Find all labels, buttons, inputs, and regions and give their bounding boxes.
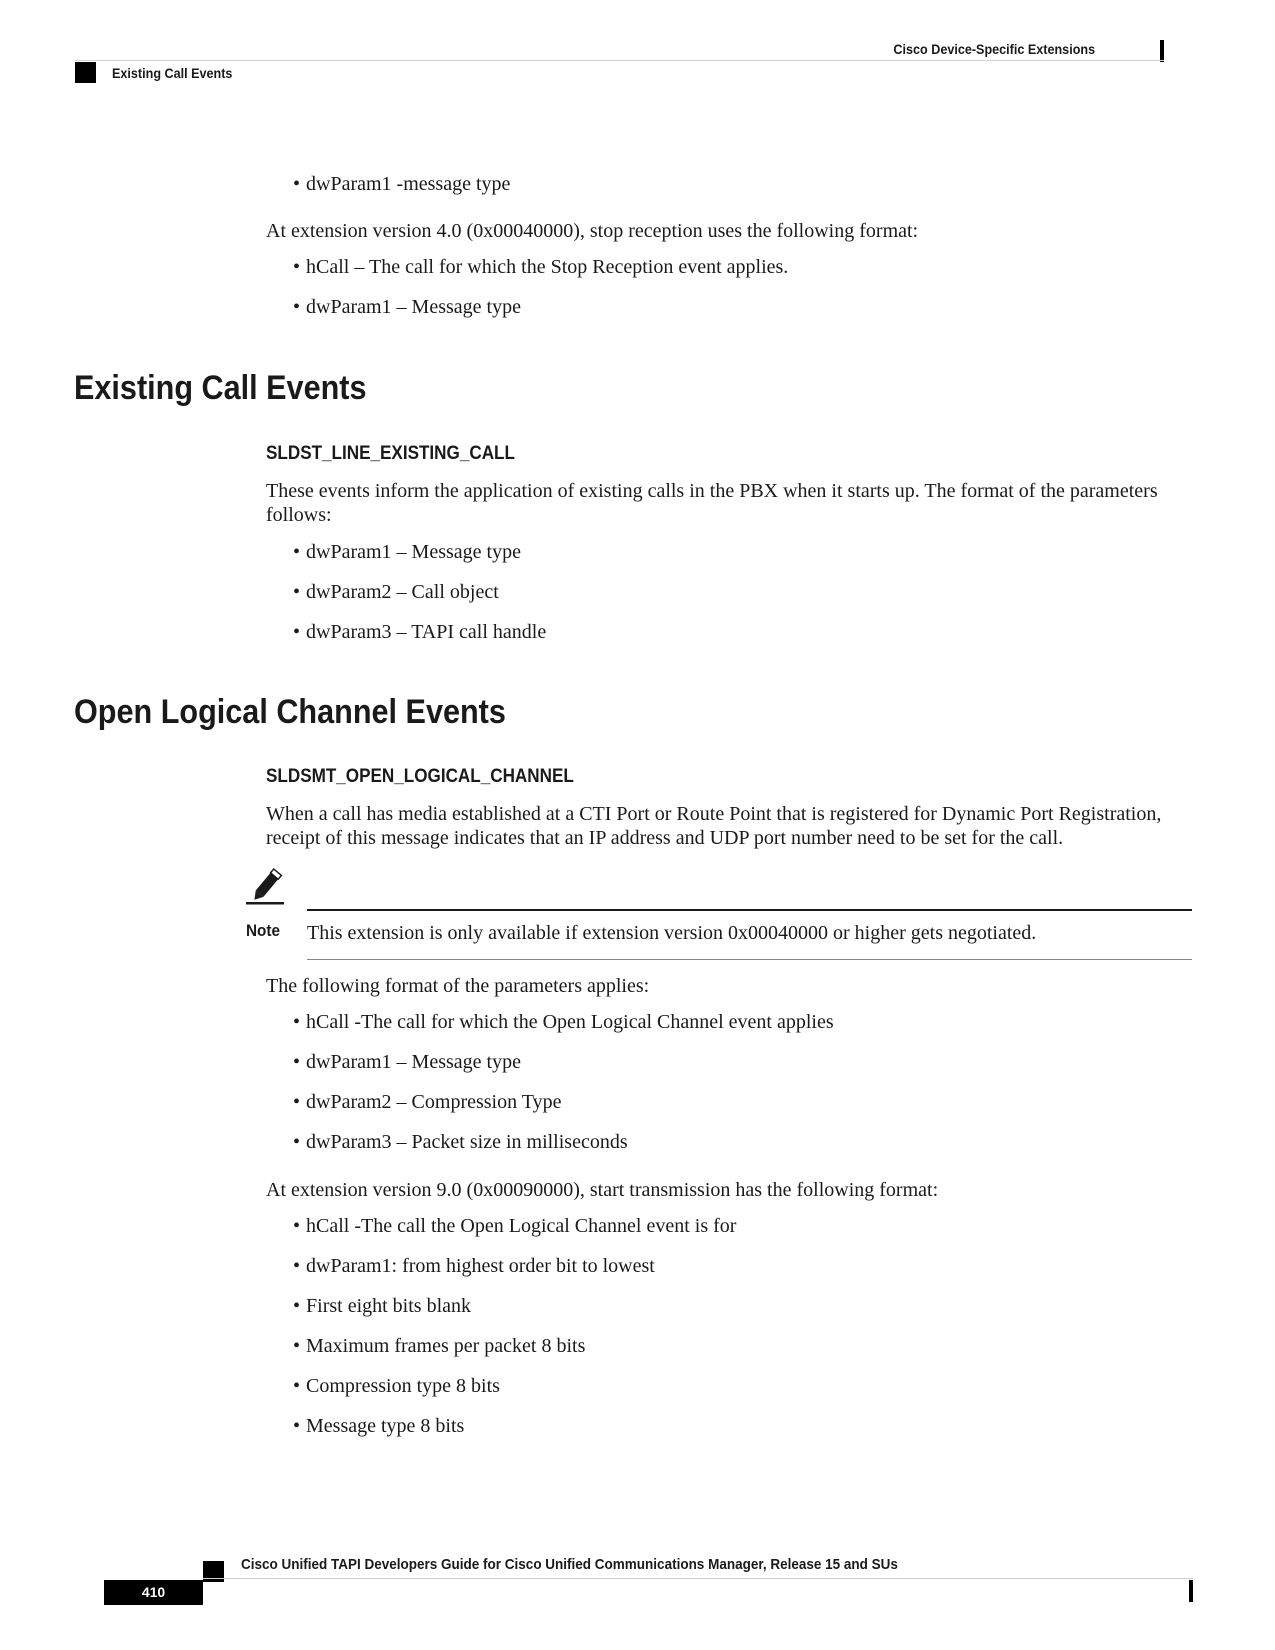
list-item: • dwParam1: from highest order bit to lowest bbox=[293, 1255, 655, 1277]
list-item-text: First eight bits blank bbox=[306, 1295, 472, 1317]
list-item: • dwParam3 – TAPI call handle bbox=[293, 621, 547, 643]
list-item-text: Maximum frames per packet 8 bits bbox=[306, 1335, 586, 1357]
page-number: 410 bbox=[104, 1580, 203, 1605]
pencil-icon bbox=[245, 866, 287, 906]
list-item-text: hCall -The call the Open Logical Channel event is for bbox=[306, 1215, 737, 1237]
list-item-text: dwParam1 -message type bbox=[306, 173, 511, 195]
list-item: • dwParam1 – Message type bbox=[293, 296, 521, 318]
list-item: • Maximum frames per packet 8 bits bbox=[293, 1335, 586, 1357]
list-item: • dwParam2 – Compression Type bbox=[293, 1091, 562, 1113]
footer-title: Cisco Unified TAPI Developers Guide for Cisco Unified Communications Manager, Release 15 and SUs bbox=[241, 1556, 898, 1573]
running-header-section: Existing Call Events bbox=[112, 65, 233, 81]
subsection-heading: SLDSMT_OPEN_LOGICAL_CHANNEL bbox=[266, 766, 574, 787]
paragraph: At extension version 9.0 (0x00090000), start transmission has the following format: bbox=[266, 1179, 939, 1201]
list-item-text: dwParam1 – Message type bbox=[306, 1051, 521, 1073]
list-item-text: hCall – The call for which the Stop Reception event applies. bbox=[306, 256, 789, 278]
list-item-text: dwParam2 – Call object bbox=[306, 581, 499, 603]
list-item-text: dwParam1: from highest order bit to lowest bbox=[306, 1255, 655, 1277]
list-item: • Compression type 8 bits bbox=[293, 1375, 500, 1397]
note-text: This extension is only available if extension version 0x00040000 or higher gets negotiated. bbox=[307, 922, 1037, 944]
note-label: Note bbox=[246, 921, 281, 940]
running-header-chapter: Cisco Device-Specific Extensions bbox=[893, 41, 1095, 57]
list-item: • hCall -The call for which the Open Logical Channel event applies bbox=[293, 1011, 834, 1033]
list-item-text: Message type 8 bits bbox=[306, 1415, 465, 1437]
header-section-marker bbox=[75, 62, 96, 83]
list-item-text: dwParam1 – Message type bbox=[306, 296, 521, 318]
list-item: • dwParam1 -message type bbox=[293, 173, 511, 195]
list-item-text: dwParam3 – Packet size in milliseconds bbox=[306, 1131, 628, 1153]
footer-marker-bar bbox=[1189, 1580, 1193, 1602]
section-heading: Existing Call Events bbox=[74, 369, 367, 407]
list-item: • dwParam1 – Message type bbox=[293, 541, 521, 563]
list-item: • hCall – The call for which the Stop Reception event applies. bbox=[293, 256, 789, 278]
list-item-text: dwParam2 – Compression Type bbox=[306, 1091, 562, 1113]
list-item: • dwParam2 – Call object bbox=[293, 581, 499, 603]
list-item-text: dwParam3 – TAPI call handle bbox=[306, 621, 547, 643]
list-item: • dwParam1 – Message type bbox=[293, 1051, 521, 1073]
paragraph: When a call has media established at a CTI Port or Route Point that is registered for Dynamic Port Registration, receipt of this message indicates that an IP address and UDP port number need to be set for the call. bbox=[266, 803, 1162, 849]
list-item-text: Compression type 8 bits bbox=[306, 1375, 500, 1397]
note-top-rule bbox=[307, 909, 1192, 911]
header-rule bbox=[75, 60, 1164, 61]
list-item: • dwParam3 – Packet size in milliseconds bbox=[293, 1131, 628, 1153]
list-item: • Message type 8 bits bbox=[293, 1415, 465, 1437]
note-bottom-rule bbox=[307, 959, 1192, 960]
list-item-text: hCall -The call for which the Open Logical Channel event applies bbox=[306, 1011, 834, 1033]
list-item: • hCall -The call the Open Logical Channel event is for bbox=[293, 1215, 737, 1237]
footer-rule bbox=[203, 1578, 1193, 1579]
section-heading: Open Logical Channel Events bbox=[74, 693, 506, 731]
header-marker-bar bbox=[1160, 40, 1164, 62]
subsection-heading: SLDST_LINE_EXISTING_CALL bbox=[266, 443, 515, 464]
paragraph: These events inform the application of existing calls in the PBX when it starts up. The format of the parameters follows: bbox=[266, 480, 1158, 526]
list-item-text: dwParam1 – Message type bbox=[306, 541, 521, 563]
paragraph: At extension version 4.0 (0x00040000), stop reception uses the following format: bbox=[266, 220, 919, 242]
paragraph: The following format of the parameters applies: bbox=[266, 975, 650, 997]
list-item: • First eight bits blank bbox=[293, 1295, 472, 1317]
